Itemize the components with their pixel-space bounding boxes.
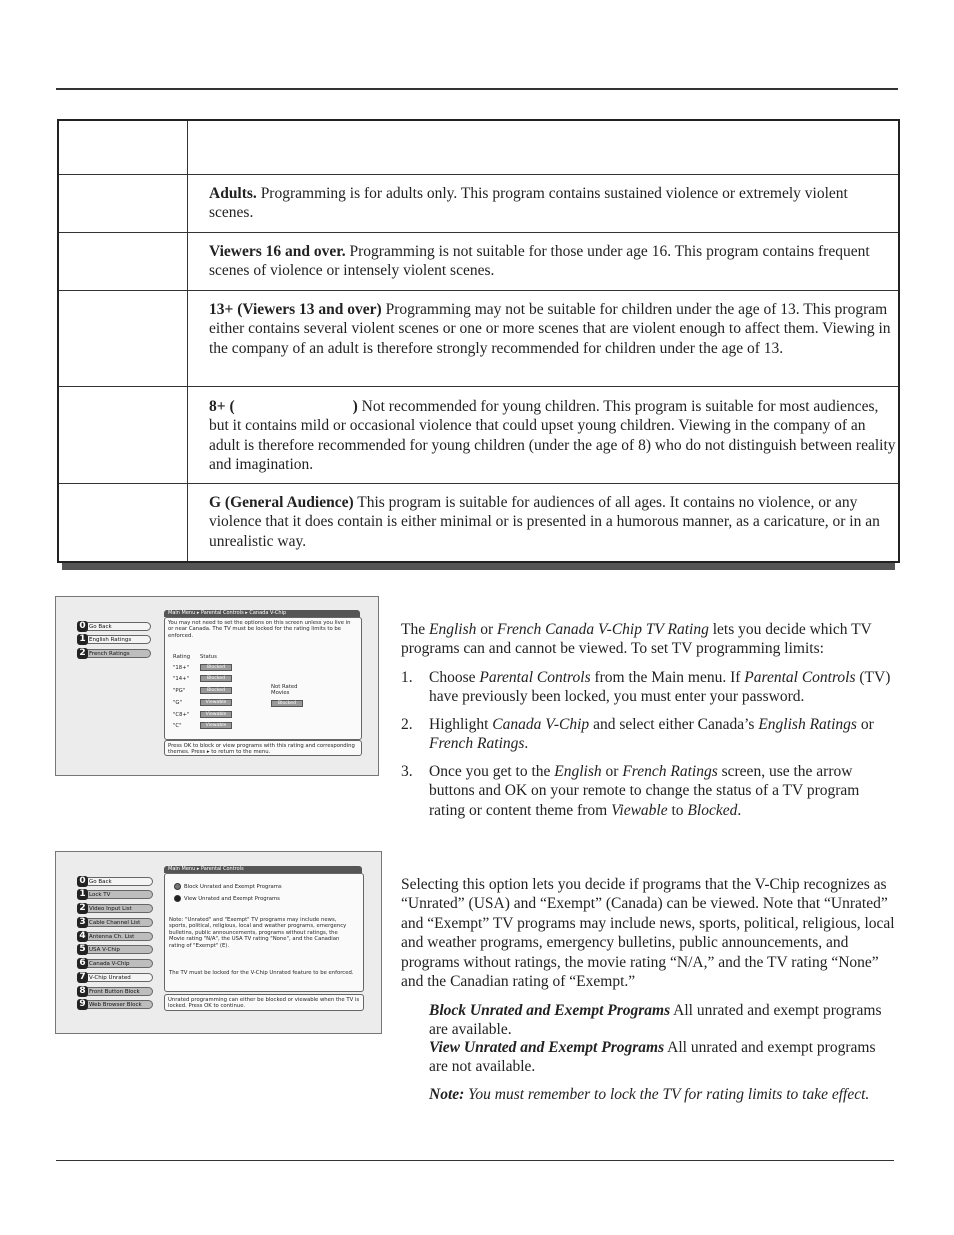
menu-label: Antenna Ch. List [89, 934, 135, 940]
step-number: 2. [401, 716, 413, 733]
menu-number: 1 [77, 889, 88, 900]
help-text: Press OK to block or view programs with this rating and corresponding themes. Press ▸ to return to the menu. [168, 743, 355, 756]
menu-label: Go Back [89, 624, 112, 630]
rating-label: "C" [173, 723, 182, 729]
rating-row-general [209, 493, 892, 551]
rating-label: "PG" [173, 688, 186, 694]
note-label: Note: [429, 1086, 465, 1103]
menu-number: 6 [77, 958, 88, 969]
status-button[interactable]: Blocked [200, 675, 232, 682]
rating-title-open: 8+ ( [209, 398, 235, 415]
menu-number: 4 [77, 931, 88, 942]
rating-desc: Programming may not be suitable for children under the age of 13. This program either contains several violent scenes or one or more scenes that are violent enough to affect them. Viewing in the company of an adult is therefore strongly recommended for children under the age of 13. [209, 301, 891, 357]
menu-item-go-back[interactable] [78, 622, 151, 631]
rating-desc: This program is suitable for audiences of all ages. It contains no violence, or any violence that it does contain is either minimal or is presented in a humorous manner, as a caricature, or in an unrealistic way. [209, 494, 880, 550]
rating-title: Adults. [209, 185, 257, 202]
table-row-divider [59, 290, 898, 291]
rating-row-16plus [209, 242, 878, 281]
option-view-unrated [429, 1038, 889, 1077]
menu-number: 3 [77, 917, 88, 928]
bottom-rule [56, 1160, 894, 1161]
menu-label: Canada V-Chip [89, 961, 130, 967]
help-text: Unrated programming can either be blocked or viewable when the TV is locked. Press OK to continue. [168, 997, 360, 1010]
rating-title: 13+ (Viewers 13 and over) [209, 301, 382, 318]
top-rule [56, 88, 898, 90]
help-panel [164, 740, 362, 756]
rating-title: G (General Audience) [209, 494, 354, 511]
menu-label: Front Button Block [89, 989, 140, 995]
menu-number: 2 [77, 648, 88, 659]
table-row-divider [59, 386, 898, 387]
ratings-table [57, 119, 900, 563]
menu-label: French Ratings [89, 651, 130, 657]
step-number: 3. [401, 763, 413, 780]
menu-label: USA V-Chip [89, 947, 120, 953]
note-text: You must remember to lock the TV for rating limits to take effect. [464, 1086, 870, 1103]
view-unrated-radio[interactable] [174, 895, 181, 902]
menu-label: Lock TV [89, 892, 111, 898]
vchip-unrated-screenshot [55, 851, 382, 1034]
menu-item-lock-tv[interactable] [78, 890, 153, 899]
menu-item-english-ratings[interactable] [78, 635, 151, 644]
menu-number: 8 [77, 986, 88, 997]
block-unrated-label: Block Unrated and Exempt Programs [184, 884, 282, 890]
rating-row-13plus [209, 300, 894, 358]
intro-text: You may not need to set the options on this screen unless you live in or near Canada. The TV must be locked for the rating limits to be enforced. [168, 620, 351, 639]
status-button[interactable]: Viewable [200, 699, 232, 706]
menu-label: Video Input List [89, 906, 132, 912]
option-title: Block Unrated and Exempt Programs [429, 1002, 671, 1019]
step-text: Choose Parental Controls from the Main menu. If Parental Controls (TV) have previously been locked, you must enter your password. [429, 669, 891, 706]
status-button[interactable]: Viewable [200, 711, 232, 718]
status-button[interactable]: Blocked [200, 664, 232, 671]
menu-item-french-ratings[interactable] [78, 649, 151, 658]
rating-label: "C8+" [173, 712, 190, 718]
breadcrumb: Main Menu ▸ Parental Controls [164, 866, 362, 873]
menu-number: 5 [77, 944, 88, 955]
step-number: 1. [401, 669, 413, 686]
menu-label: Go Back [89, 879, 112, 885]
help-panel [164, 994, 364, 1011]
table-column-divider [187, 121, 188, 561]
step-text: Once you get to the English or French Ratings screen, use the arrow buttons and OK on your remote to change the status of a TV program rating or content theme from Viewable to Blocked. [429, 763, 860, 819]
rating-column-header: Rating [173, 654, 191, 660]
table-row-divider [59, 232, 898, 233]
menu-item-canada-vchip[interactable] [78, 959, 153, 968]
view-unrated-label: View Unrated and Exempt Programs [184, 896, 280, 902]
option-text: All unrated and exempt programs are available. [429, 1002, 882, 1039]
vchip-intro-paragraph: The English or French Canada V-Chip TV Rating lets you decide which TV programs can and cannot be viewed. To set TV programming limits: [401, 621, 872, 658]
rating-desc: Programming is for adults only. This program contains sustained violence or extremely violent scenes. [209, 185, 848, 222]
rating-row-adults [209, 184, 878, 223]
menu-item-usa-vchip[interactable] [78, 945, 153, 954]
menu-number: 9 [77, 999, 88, 1010]
rating-label: "14+" [173, 676, 190, 682]
rating-row-8plus [209, 397, 898, 475]
rating-title-close: ) [352, 398, 358, 415]
content-panel [164, 873, 364, 992]
unrated-note: Note: "Unrated" and "Exempt" TV programs may include news, sports, political, religious, local and weather programs, emergency bulletins, public announcements, programs without ratings, the Movie rating "N/A", the USA TV rating "None", and the Canadian rating of "Exempt" (E). [169, 917, 347, 949]
menu-label: English Ratings [89, 637, 132, 643]
menu-item-go-back[interactable] [78, 877, 153, 886]
rating-desc: Programming is not suitable for those under age 16. This program contains frequent scenes of violence or intensely violent scenes. [209, 243, 870, 280]
menu-number: 2 [77, 903, 88, 914]
content-panel [164, 617, 362, 740]
unrated-paragraph: Selecting this option lets you decide if programs that the V-Chip recognizes as “Unrated” (USA) and “Exempt” (Canada) can be viewed. Note that “Unrated” and “Exempt” TV programs may include news, sports, political, religious, local and weather programs, emergency bulletins, public announcements, and programs without ratings, the movie rating “N/A,” and the TV rating “None” and the Canadian rating of “Exempt.” [401, 876, 895, 991]
status-column-header: Status [200, 654, 217, 660]
lock-note: The TV must be locked for the V-Chip Unrated feature to be enforced. [169, 970, 354, 976]
menu-item-antenna-ch-list[interactable] [78, 932, 153, 941]
menu-label: Web Browser Block [89, 1002, 142, 1008]
not-rated-label: Not Rated Movies [271, 684, 298, 697]
menu-label: V-Chip Unrated [89, 975, 131, 981]
not-rated-status-button[interactable]: Blocked [271, 700, 303, 707]
menu-item-cable-channel-list[interactable] [78, 918, 153, 927]
option-block-unrated [429, 1001, 889, 1040]
menu-number: 0 [77, 621, 88, 632]
breadcrumb: Main Menu ▸ Parental Controls ▸ Canada V-Chip [164, 610, 360, 617]
menu-item-front-button-block[interactable] [78, 987, 153, 996]
table-row-divider [59, 483, 898, 484]
block-unrated-radio[interactable] [174, 883, 181, 890]
table-row-divider [59, 174, 898, 175]
status-button[interactable]: Viewable [200, 722, 232, 729]
status-button[interactable]: Blocked [200, 687, 232, 694]
option-text: All unrated and exempt programs are not available. [429, 1039, 876, 1076]
option-title: View Unrated and Exempt Programs [429, 1039, 665, 1056]
menu-item-web-browser-block[interactable] [78, 1000, 153, 1009]
step-text: Highlight Canada V-Chip and select either Canada’s English Ratings or French Ratings. [429, 716, 874, 753]
menu-number: 7 [77, 972, 88, 983]
menu-number: 1 [77, 634, 88, 645]
menu-item-vchip-unrated[interactable] [78, 973, 153, 982]
menu-label: Cable Channel List [89, 920, 141, 926]
lock-tv-note [429, 1085, 879, 1104]
rating-label: "18+" [173, 665, 190, 671]
rating-desc: Not recommended for young children. This program is suitable for most audiences, but it contains mild or occasional violence that could upset young children. Viewing in the company of an adult is therefore recommended for young children (under the age of 8) who do not distinguish between reality and imagination. [209, 398, 896, 474]
menu-number: 0 [77, 876, 88, 887]
rating-label: "G" [173, 700, 182, 706]
rating-title: Viewers 16 and over. [209, 243, 346, 260]
menu-item-video-input-list[interactable] [78, 904, 153, 913]
canada-vchip-screenshot [55, 596, 379, 776]
